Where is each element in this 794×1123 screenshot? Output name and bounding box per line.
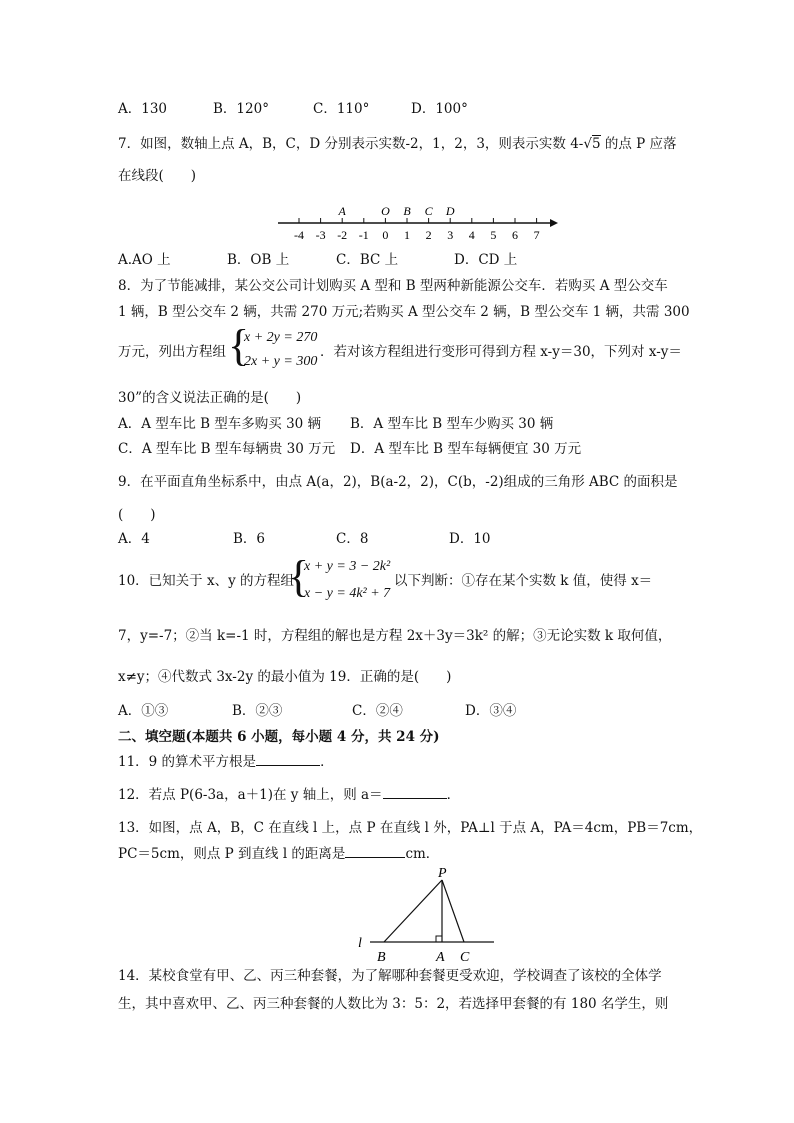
q9-line1: 9．在平面直角坐标系中，由点 A(a，2)，B(a-2，2)，C(b，-2)组成的三角形 ABC 的面积是 xyxy=(118,474,678,490)
number-line-figure xyxy=(270,203,570,243)
point-label: B xyxy=(403,204,411,218)
q6-option-d: D．100° xyxy=(411,101,468,117)
axis-arrow-icon xyxy=(550,219,558,227)
q8-line3 xyxy=(118,342,682,362)
q9-option-b: B．6 xyxy=(233,531,266,547)
label-b: B xyxy=(377,950,386,965)
tick-label: -2 xyxy=(337,228,348,242)
q10-line1-part1: 10．已知关于 x、y 的方程组 xyxy=(118,573,295,589)
q7-stem-line1 xyxy=(118,134,677,154)
label-l: l xyxy=(358,936,362,951)
q8-line2: 1 辆，B 型公交车 2 辆，共需 270 万元;若购买 A 型公交车 2 辆，B 型公交车 1 辆，共需 300 xyxy=(118,304,690,320)
point-label: C xyxy=(424,204,433,218)
q6-option-a: A．130 xyxy=(118,101,168,117)
q10-option-c: C．②④ xyxy=(352,703,403,719)
point-label: D xyxy=(445,204,455,218)
q10-line3: x≠y；④代数式 3x-2y 的最小值为 19．正确的是( ) xyxy=(118,669,452,685)
q8-line3-part1: 万元，列出方程组 xyxy=(118,344,226,360)
q7-option-a: A.AO 上 xyxy=(118,252,171,268)
q12-text: 12．若点 P(6-3a，a＋1)在 y 轴上，则 a＝ xyxy=(118,787,383,803)
label-c: C xyxy=(460,950,470,965)
q8-option-a: A．A 型车比 B 型车多购买 30 辆 xyxy=(118,416,322,432)
q12-period: ． xyxy=(446,787,461,803)
q7-stem-line2: 在线段( ) xyxy=(118,168,197,184)
sqrt-radicand: 5 xyxy=(591,136,601,152)
q9-option-c: C．8 xyxy=(336,531,369,547)
q14-line2: 生，其中喜欢甲、乙、丙三种套餐的人数比为 3：5：2，若选择甲套餐的有 180 名学生，则 xyxy=(118,996,669,1012)
q10-line2: 7，y=-7；②当 k=-1 时，方程组的解也是方程 2x＋3y＝3k² 的解；③无论实数 k 取何值， xyxy=(118,628,672,644)
tick-label: 0 xyxy=(382,228,389,242)
q12-answer-blank[interactable] xyxy=(383,784,447,799)
q8-option-d: D．A 型车比 B 型车每辆便宜 30 万元 xyxy=(350,441,582,457)
tick-label: -3 xyxy=(315,228,326,242)
q10-line1-part2: 以下判断：①存在某个实数 k 值，使得 x＝ xyxy=(394,573,653,589)
q7-option-b: B．OB 上 xyxy=(227,252,290,268)
tick-label: 2 xyxy=(425,228,432,242)
q13-text: PC＝5cm，则点 P 到直线 l 的距离是 xyxy=(118,846,346,862)
right-angle-mark xyxy=(436,936,442,942)
tick-label: -1 xyxy=(358,228,369,242)
q8-system-brace: { xyxy=(228,321,250,370)
segment-pc xyxy=(442,880,464,942)
q8-line3-part2: ．若对该方程组进行变形可得到方程 x-y＝30，下列对 x-y＝ xyxy=(320,344,682,360)
q10-option-b: B．②③ xyxy=(232,703,283,719)
q13-answer-blank[interactable] xyxy=(345,843,405,858)
tick-label: 3 xyxy=(447,228,454,242)
q11-line xyxy=(118,751,334,772)
tick-label: 7 xyxy=(533,228,540,242)
sqrt-sign: √ xyxy=(583,136,592,152)
q10-option-d: D．③④ xyxy=(465,703,517,719)
q8-equation-2: 2x + y = 300 xyxy=(244,354,318,369)
q6-option-b: B．120° xyxy=(213,101,269,117)
q6-option-c: C．110° xyxy=(313,101,370,117)
q11-period: ． xyxy=(320,754,334,770)
label-p: P xyxy=(438,866,447,881)
q8-line4: 30”的含义说法正确的是( ) xyxy=(118,390,302,406)
q7-option-c: C．BC 上 xyxy=(336,252,399,268)
tick-label: 5 xyxy=(490,228,497,242)
section-2-heading: 二、填空题(本题共 6 小题，每小题 4 分，共 24 分) xyxy=(118,729,440,745)
segment-pb xyxy=(384,880,442,942)
tick-label: 1 xyxy=(404,228,410,242)
q9-option-a: A．4 xyxy=(118,531,150,547)
q7-stem-part1: 7．如图，数轴上点 A，B，C，D 分别表示实数-2，1，2，3，则表示实数 4- xyxy=(118,136,584,152)
q10-option-a: A．①③ xyxy=(118,703,169,719)
tick-label: 6 xyxy=(512,228,518,242)
q13-line2 xyxy=(118,843,439,864)
q8-option-c: C．A 型车比 B 型车每辆贵 30 万元 xyxy=(118,441,336,457)
tick-label: -4 xyxy=(294,228,304,242)
q9-option-d: D．10 xyxy=(449,531,491,547)
q14-line1: 14．某校食堂有甲、乙、丙三种套餐，为了解哪种套餐更受欢迎，学校调查了该校的全体学 xyxy=(118,968,662,984)
point-label: A xyxy=(338,204,346,218)
q11-text: 11．9 的算术平方根是 xyxy=(118,754,257,770)
q7-stem-part2: 的点 P 应落 xyxy=(600,136,677,152)
q10-equation-2: x − y = 4k² + 7 xyxy=(304,586,391,601)
q9-line2: ( ) xyxy=(118,507,156,523)
q12-line xyxy=(118,784,460,805)
q13-unit: cm． xyxy=(405,846,440,862)
q10-equation-1: x + y = 3 − 2k² xyxy=(304,559,391,574)
tick-label: 4 xyxy=(468,228,475,242)
perpendicular-figure xyxy=(352,866,502,966)
q10-system-brace: { xyxy=(288,552,310,601)
q8-equation-1: x + 2y = 270 xyxy=(244,330,318,345)
q8-option-b: B．A 型车比 B 型车少购买 30 辆 xyxy=(350,416,554,432)
label-a: A xyxy=(436,950,445,965)
q11-answer-blank[interactable] xyxy=(256,751,320,766)
q13-line1: 13．如图，点 A，B，C 在直线 l 上，点 P 在直线 l 外，PA⊥l 于点 A，PA＝4cm，PB＝7cm， xyxy=(118,820,703,836)
q7-option-d: D．CD 上 xyxy=(454,252,518,268)
point-label: O xyxy=(381,204,390,218)
q8-line1: 8．为了节能减排，某公交公司计划购买 A 型和 B 型两种新能源公交车．若购买 A 型公交车 xyxy=(118,278,668,294)
